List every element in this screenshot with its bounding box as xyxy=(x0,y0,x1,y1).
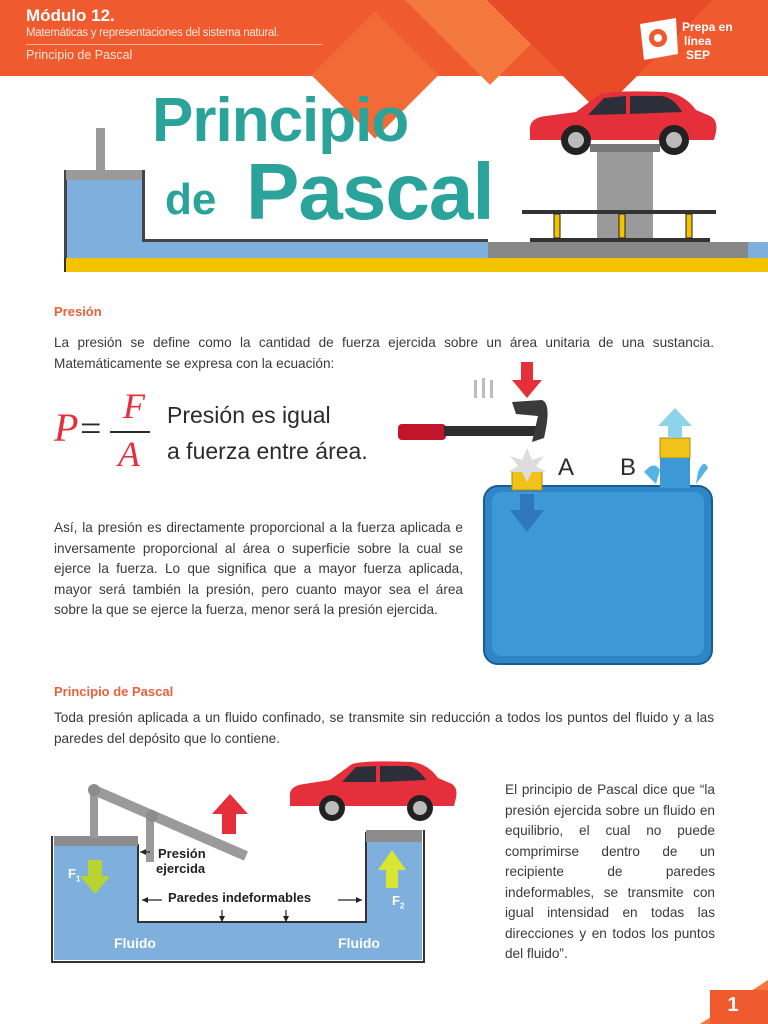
label-ejercida: ejercida xyxy=(156,861,206,876)
pascal-intro: Toda presión aplicada a un fluido confinado, se transmite sin reducción a todos los puntos del fluido y a las paredes del depósito que lo contiene. xyxy=(54,710,714,746)
yellow-base-stripe xyxy=(64,258,768,272)
lift-platform xyxy=(522,210,716,214)
formula-equals: = xyxy=(80,408,102,450)
title-word-de: de xyxy=(165,175,217,224)
hammer-icon xyxy=(398,400,548,442)
formula-a: A xyxy=(118,434,140,474)
fluid-channel xyxy=(138,922,366,960)
label-fluido-right: Fluido xyxy=(338,935,380,951)
label-f2-letter: F xyxy=(392,893,400,908)
lightblue-arrow-up-icon xyxy=(658,408,692,438)
red-arrow-up-icon xyxy=(212,794,248,834)
prepa-en-linea-logo xyxy=(636,14,733,66)
pascal-quote: El principio de Pascal dice que “la presión ejercida sobre un fluido en equilibrio, el cual no puede comprimirse dentro de un recipiente de paredes indeformables, se transmite con igual intensidad en todas las direcciones y en todos los puntos del fluido”. xyxy=(505,782,715,961)
heading-principio-pascal: Principio de Pascal xyxy=(54,684,174,699)
presion-body: Así, la presión es directamente proporcional a la fuerza aplicada e inversamente proporcional al área o superficie sobre la cual se ejerce la fuerza. Lo que significa que a mayor fuerza aplicada, mayor será también la presión, pero cuanto mayor sea el área sobre la que se ejerce la fuerza, menor será la presión ejercida. xyxy=(54,520,463,617)
label-f1-letter: F xyxy=(68,866,76,881)
logo-text-1: Prepa en xyxy=(682,20,733,34)
tank-water xyxy=(64,170,144,244)
formula-p: P xyxy=(54,405,79,450)
module-title: Módulo 12. xyxy=(26,6,115,25)
label-paredes-indeformables: Paredes indeformables xyxy=(168,890,312,905)
label-a: A xyxy=(558,454,575,481)
formula-caption-1: Presión es igual xyxy=(167,402,331,428)
piston-plate xyxy=(66,170,144,180)
title-word-pascal: Pascal xyxy=(246,147,494,236)
logo-text-3: SEP xyxy=(686,48,711,62)
label-b: B xyxy=(620,454,637,481)
module-subtitle: Matemáticas y representaciones del sistema natural. xyxy=(26,27,280,39)
car-illustration-small xyxy=(290,761,457,821)
label-fluido-left: Fluido xyxy=(114,935,156,951)
label-presion: Presión xyxy=(158,846,206,861)
header-divider xyxy=(26,44,322,45)
pressure-container-illustration xyxy=(392,360,732,670)
label-f2-sub: 2 xyxy=(399,901,405,911)
formula-fraction-bar xyxy=(110,431,150,433)
piston-b xyxy=(660,438,690,458)
formula-caption-2: a fuerza entre área. xyxy=(167,438,368,464)
page-number: 1 xyxy=(727,994,739,1016)
spring-right xyxy=(686,214,692,238)
module-topic: Principio de Pascal xyxy=(26,48,133,62)
label-f2 xyxy=(392,893,404,911)
lift-base xyxy=(488,242,748,258)
formula-f: F xyxy=(123,386,145,426)
title-line-1: Principio xyxy=(152,86,409,155)
spring-left xyxy=(554,214,560,238)
label-f1 xyxy=(68,866,80,884)
heading-presion: Presión xyxy=(54,304,102,319)
label-f1-sub: 1 xyxy=(75,874,81,884)
logo-text-2: línea xyxy=(684,34,712,48)
presion-intro: La presión se define como la cantidad de fuerza ejercida sobre un área unitaria de una sustancia. Matemáticamente se expresa con la ecuación: xyxy=(54,335,714,371)
piston-right xyxy=(366,830,422,842)
red-arrow-down-icon xyxy=(512,362,542,398)
piston-rod xyxy=(96,128,105,170)
spring-mid xyxy=(619,214,625,238)
